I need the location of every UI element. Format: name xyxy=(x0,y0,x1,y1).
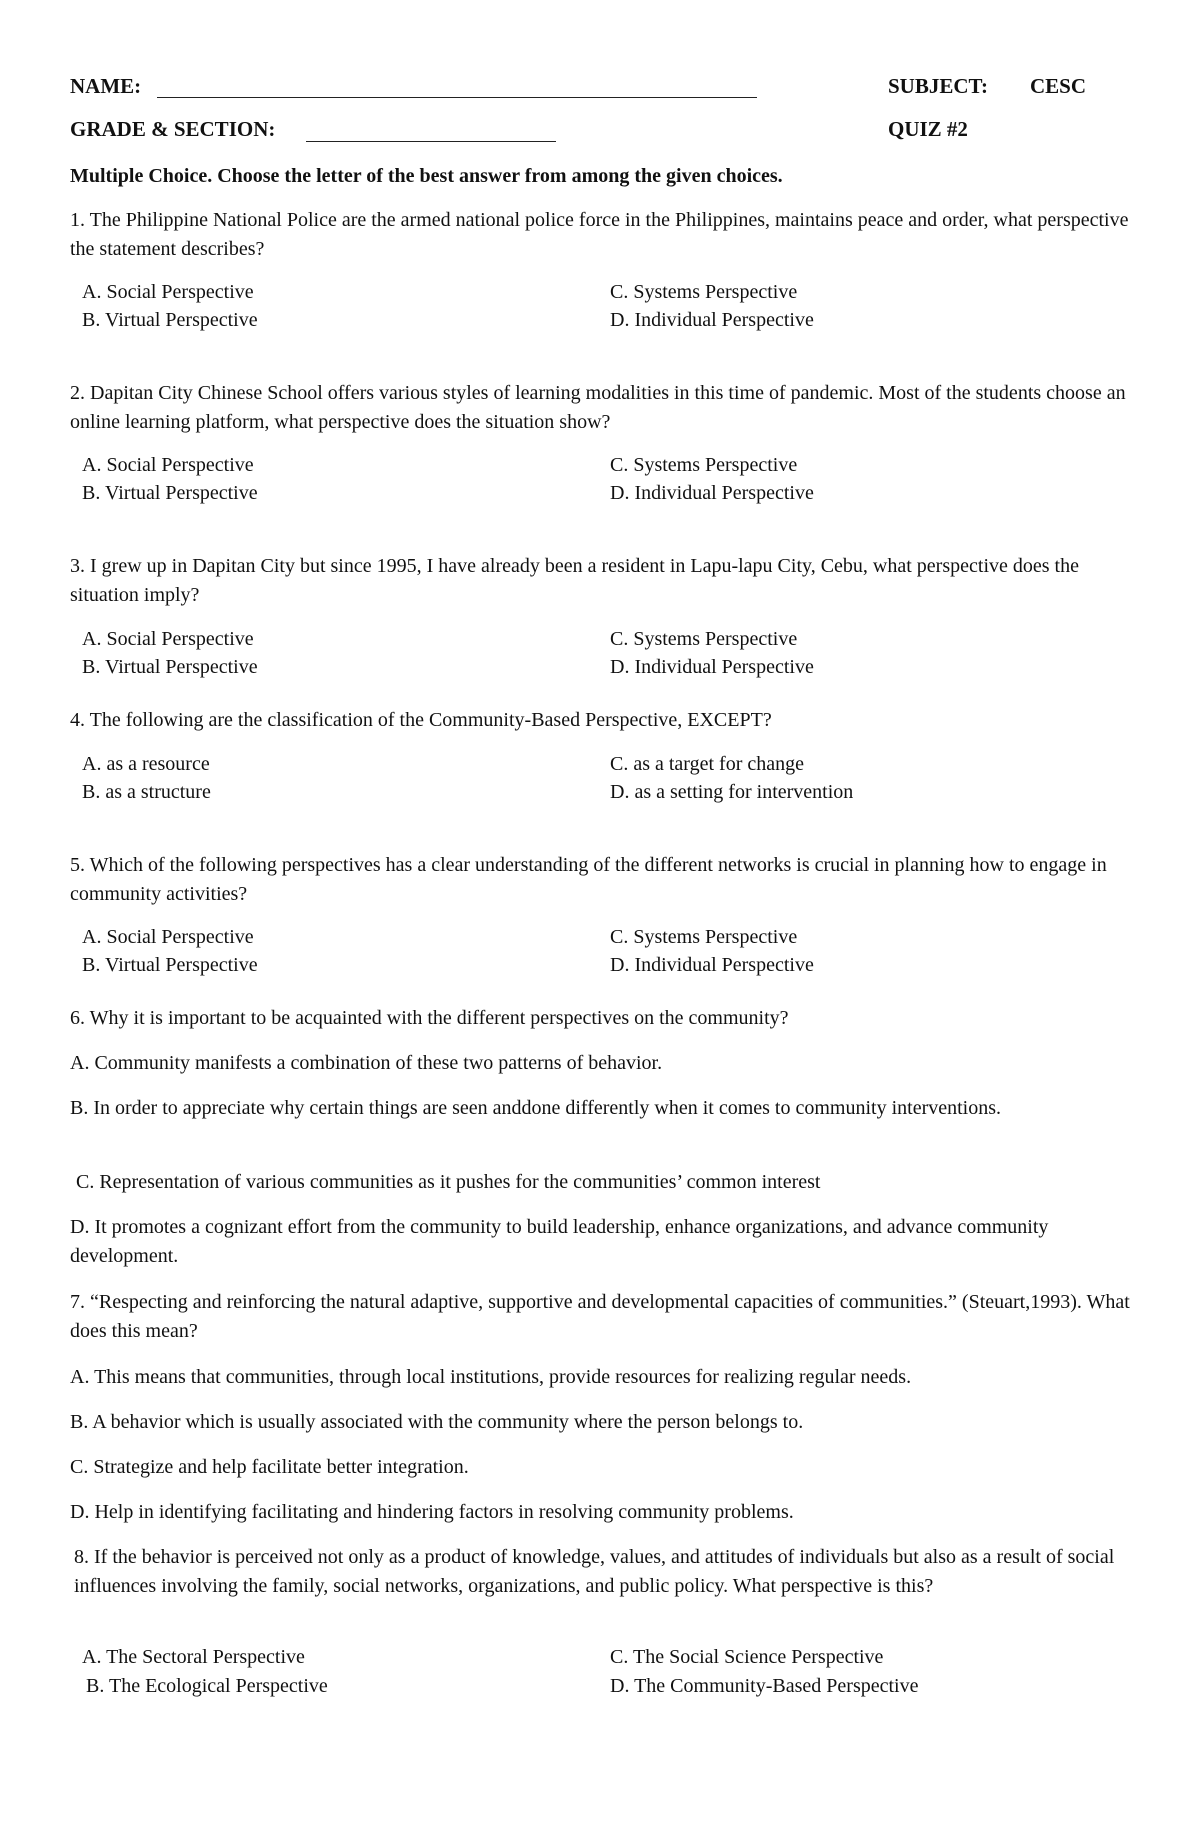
question-7: 7. “Respecting and reinforcing the natural adaptive, supportive and developmental capacities of communities.” (Steuart,1993). What does this mean? xyxy=(70,1291,1130,1342)
instructions: Multiple Choice. Choose the letter of the best answer from among the given choices. xyxy=(70,165,783,187)
q2-option-c: C. Systems Perspective xyxy=(610,454,798,476)
name-label: NAME: xyxy=(70,74,142,98)
q4-option-c: C. as a target for change xyxy=(610,753,804,775)
q3-option-d: D. Individual Perspective xyxy=(610,656,814,678)
q3-option-a: A. Social Perspective xyxy=(82,628,254,650)
question-1: 1. The Philippine National Police are the armed national police force in the Philippines, maintains peace and order, what perspective the statement describes? xyxy=(70,209,1129,260)
q6-option-d: D. It promotes a cognizant effort from the community to build leadership, enhance organizations, and advance community development. xyxy=(70,1216,1049,1267)
q6-option-c: C. Representation of various communities as it pushes for the communities’ common interest xyxy=(76,1171,821,1193)
q1-option-a: A. Social Perspective xyxy=(82,281,254,303)
grade-section-blank xyxy=(306,141,556,142)
question-5: 5. Which of the following perspectives has a clear understanding of the different networks is crucial in planning how to engage in community activities? xyxy=(70,854,1107,905)
q7-option-d: D. Help in identifying facilitating and hindering factors in resolving community problems. xyxy=(70,1501,794,1523)
subject-label: SUBJECT: xyxy=(888,74,988,98)
q6-option-a: A. Community manifests a combination of these two patterns of behavior. xyxy=(70,1052,663,1074)
grade-section-label: GRADE & SECTION: xyxy=(70,117,276,141)
q6-option-b: B. In order to appreciate why certain things are seen anddone differently when it comes to community interventions. xyxy=(70,1097,1002,1119)
name-blank xyxy=(157,97,757,98)
quiz-label: QUIZ #2 xyxy=(888,117,968,141)
q8-option-c: C. The Social Science Perspective xyxy=(610,1646,884,1668)
question-8: 8. If the behavior is perceived not only as a product of knowledge, values, and attitudes of individuals but also as a result of social influences involving the family, social networks, organizations, and public policy. What perspective is this? xyxy=(74,1546,1115,1597)
q3-option-b: B. Virtual Perspective xyxy=(82,656,258,678)
q2-option-a: A. Social Perspective xyxy=(82,454,254,476)
q8-option-d: D. The Community-Based Perspective xyxy=(610,1675,919,1697)
q2-option-b: B. Virtual Perspective xyxy=(82,482,258,504)
q7-option-b: B. A behavior which is usually associated with the community where the person belongs to. xyxy=(70,1411,804,1433)
q2-option-d: D. Individual Perspective xyxy=(610,482,814,504)
q4-option-d: D. as a setting for intervention xyxy=(610,781,854,803)
q5-option-a: A. Social Perspective xyxy=(82,926,254,948)
question-3: 3. I grew up in Dapitan City but since 1995, I have already been a resident in Lapu-lapu City, Cebu, what perspective does the situation imply? xyxy=(70,555,1079,606)
q5-option-d: D. Individual Perspective xyxy=(610,954,814,976)
q3-option-c: C. Systems Perspective xyxy=(610,628,798,650)
q1-option-c: C. Systems Perspective xyxy=(610,281,798,303)
subject-value: CESC xyxy=(1030,74,1087,98)
question-2: 2. Dapitan City Chinese School offers various styles of learning modalities in this time of pandemic. Most of the students choose an online learning platform, what perspective does the situation show? xyxy=(70,382,1126,433)
q7-option-a: A. This means that communities, through local institutions, provide resources for realizing regular needs. xyxy=(70,1366,912,1388)
q5-option-c: C. Systems Perspective xyxy=(610,926,798,948)
q7-option-c: C. Strategize and help facilitate better integration. xyxy=(70,1456,469,1478)
q4-option-b: B. as a structure xyxy=(82,781,211,803)
q8-option-b: B. The Ecological Perspective xyxy=(86,1675,328,1697)
q1-option-b: B. Virtual Perspective xyxy=(82,309,258,331)
q8-option-a: A. The Sectoral Perspective xyxy=(82,1646,305,1668)
question-4: 4. The following are the classification of the Community-Based Perspective, EXCEPT? xyxy=(70,709,772,731)
question-6: 6. Why it is important to be acquainted with the different perspectives on the community? xyxy=(70,1007,789,1029)
q1-option-d: D. Individual Perspective xyxy=(610,309,814,331)
q5-option-b: B. Virtual Perspective xyxy=(82,954,258,976)
q4-option-a: A. as a resource xyxy=(82,753,210,775)
